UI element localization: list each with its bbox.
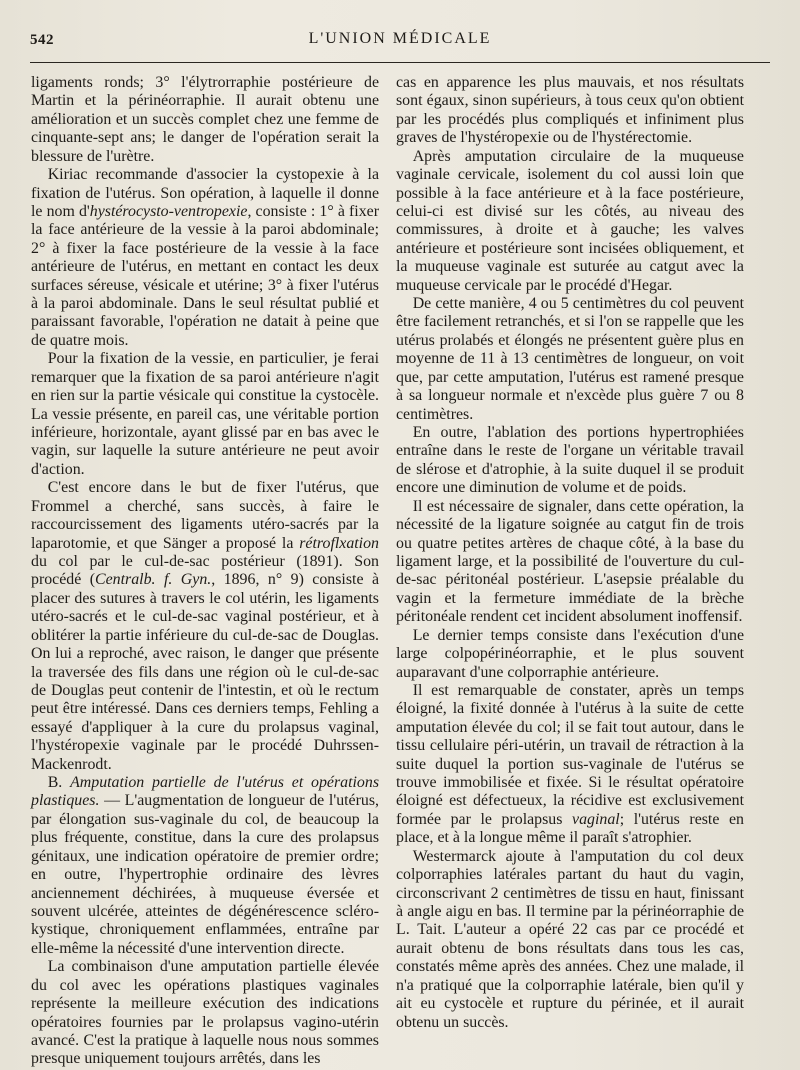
paragraph: Le dernier temps consiste dans l'exécution d'une large colpopérinéorraphie, et le plus souvent auparavant d'une colporraphie antérieure. (396, 626, 744, 681)
header-rule (30, 62, 770, 63)
right-column (396, 74, 744, 1032)
paragraph: cas en apparence les plus mauvais, et nos résultats sont égaux, sinon supérieurs, à tous ceux qu'on obtient par les procédés plus compliqués et infiniment plus graves de l'hystéropexie ou de l'hystérectomie. (396, 74, 744, 147)
running-title: L'UNION MÉDICALE (308, 30, 492, 47)
paragraph: La combinaison d'une amputation partielle élevée du col avec les opérations plastiques vaginales représente la meilleure exécution des indications opératoires fournies par le prolapsus vagino-utérin avancé. C'est la pratique à laquelle nous nous sommes presque uniquement toujours arrêtés, dans les (31, 958, 379, 1068)
paragraph: B. Amputation partielle de l'utérus et opérations plastiques. — L'augmentation de longueur de l'utérus, par élongation sus-vaginale du col, de beaucoup la plus fréquente, constitue, dans la cure des prolapsus génitaux, une indication opératoire de premier ordre; en outre, l'hypertrophie ordinaire des lèvres anciennement déchirées, à muqueuse éversée et souvent ulcérée, atteintes de dégénérescence scléro-kystique, chroniquement enflammées, entraîne par elle-même la nécessité d'une intervention directe. (31, 774, 380, 957)
page-header (30, 26, 770, 54)
paragraph: Westermarck ajoute à l'amputation du col deux colporraphies latérales partant du haut du vagin, circonscrivant 2 centimètres de tissu en haut, finissant à angle aigu en bas. Il termine par la périnéorraphie de L. Tait. L'auteur a opéré 22 cas par ce procédé et aurait obtenu de bons résultats dans tous les cas, constatés même après des années. Chez une malade, il n'a pratiqué que la colporraphie latérale, bien qu'il y ait eu cystocèle et rupture du périnée, et il aurait obtenu un succès. (396, 847, 744, 1031)
paragraph: De cette manière, 4 ou 5 centimètres du col peuvent être facilement retranchés, et si l'on se rappelle que les utérus prolabés et élongés ne présentent guère plus en moyenne de 11 à 13 centimètres de longueur, on voit que, par cette amputation, l'utérus est ramené presque à sa longueur normale et n'excède plus guère 7 ou 8 centimètres. (396, 295, 744, 423)
paragraph: C'est encore dans le but de fixer l'utérus, que Frommel a cherché, sans succès, à faire le raccourcissement des ligaments utéro-sacrés par la laparotomie, et que Sänger a proposé la rétroflxation du col par le cul-de-sac postérieur (1891). Son procédé (Centralb. f. Gyn., 1896, n° 9) consiste à placer des sutures à travers le col utérin, les ligaments utéro-sacrés et le cul-de-sac vaginal postérieur, et à oblitérer la partie inférieure du cul-de-sac de Douglas. On lui a reproché, avec raison, le danger que présente la traversée des fils dans une région où le cul-de-sac de Douglas peut contenir de l'intestin, et où le rectum peut être intéressé. Dans ces derniers temps, Fehling a essayé d'appliquer à la cure du prolapsus vaginal, l'hystéropexie vaginale par le procédé Duhrssen-Mackenrodt. (31, 479, 379, 773)
paragraph: Kiriac recommande d'associer la cystopexie à la fixation de l'utérus. Son opération, à laquelle il donne le nom d'hystérocysto-ventropexie, consiste : 1° à fixer la face antérieure de la vessie à la paroi abdominale; 2° à fixer la face postérieure de la vessie à la face antérieure de l'utérus, en mettant en contact les deux surfaces séreuse, vésicale et utérine; 3° à fixer l'utérus à la paroi abdominale. Dans le seul résultat publié et paraissant favorable, l'opération ne datait à peine que de quatre mois. (31, 166, 379, 349)
paragraph: Pour la fixation de la vessie, en particulier, je ferai remarquer que la fixation de sa paroi antérieure n'agit en rien sur la partie vésicale qui constitue la cystocèle. La vessie présente, en pareil cas, une véritable portion inférieure, horizontale, ayant glissé par en bas avec le vagin, sur laquelle la suture antérieure ne peut avoir d'action. (31, 350, 379, 478)
paragraph: Après amputation circulaire de la muqueuse vaginale cervicale, isolement du col aussi loin que possible à la face antérieure et à la face postérieure, celui-ci est divisé sur les côtés, au niveau des commissures, à droite et à gauche; les valves antérieure et postérieure sont incisées obliquement, et la muqueuse vaginale est suturée au catgut avec la muqueuse cervicale par le procédé d'Hegar. (396, 147, 744, 294)
left-column (31, 74, 379, 1069)
paragraph: Il est nécessaire de signaler, dans cette opération, la nécessité de la ligature soignée au catgut fin de trois ou quatre petites artères de chaque côté, à la base du ligament large, et la possibilité de l'ouverture du cul-de-sac péritonéal postérieur. L'asepsie préalable du vagin et la fermeture immédiate de la brèche péritonéale rendent cet incident absolument inoffensif. (396, 497, 744, 626)
paragraph: En outre, l'ablation des portions hypertrophiées entraîne dans le reste de l'organe un véritable travail de slérose et d'atrophie, à la suite duquel il se produit encore une diminution de volume et de poids. (396, 424, 744, 497)
paragraph: ligaments ronds; 3° l'élytrorraphie postérieure de Martin et la périnéorraphie. Il aurait obtenu une amélioration et un succès complet chez une femme de cinquante-sept ans; le danger de l'opération serait la blessure de l'urètre. (31, 74, 379, 165)
paragraph: Il est remarquable de constater, après un temps éloigné, la fixité donnée à l'utérus à la suite de cette amputation élevée du col; il se fait tout autour, dans le tissu cellulaire péri-utérin, un travail de rétraction à la suite duquel la portion sus-vaginale de l'utérus se trouve immobilisée et fixée. Si le résultat opératoire éloigné est défectueux, la récidive est exclusivement formée par le prolapsus vaginal; l'utérus reste en place, et à la longue même il paraît s'atrophier. (396, 681, 744, 847)
page-number: 542 (30, 32, 54, 48)
